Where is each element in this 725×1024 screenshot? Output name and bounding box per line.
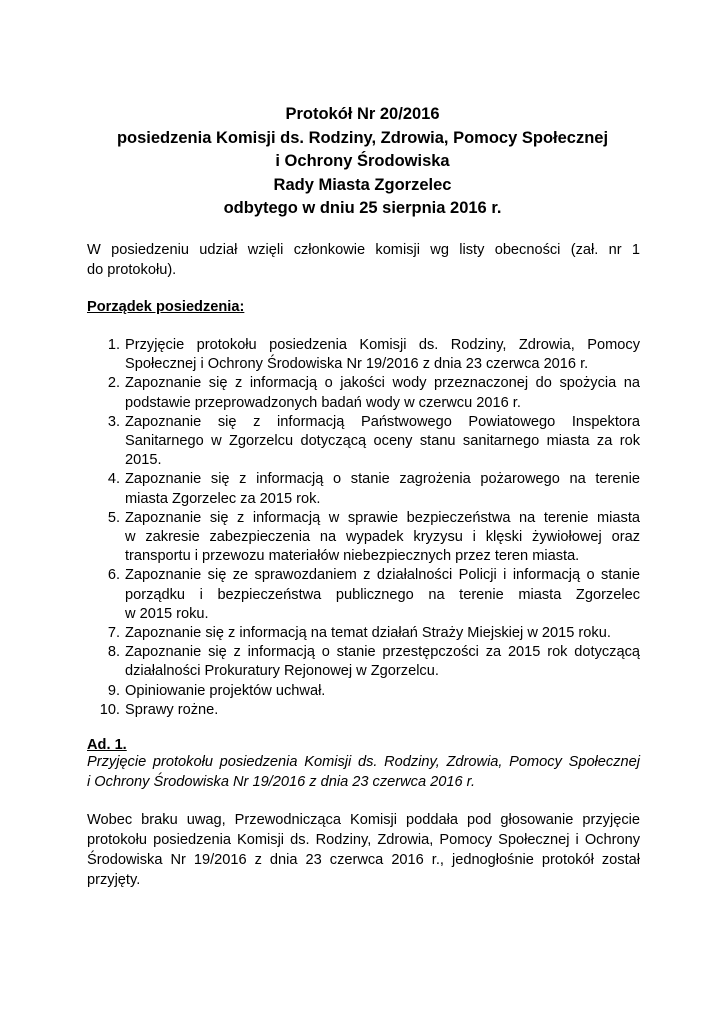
agenda-item-line: podstawie przeprowadzonych badań wody w czerwcu 2016 r. <box>125 394 521 411</box>
title-line: odbytego w dniu 25 sierpnia 2016 r. <box>223 199 502 217</box>
agenda-item-line: Zapoznanie się z informacją o jakości wody przeznaczonej do spożycia na <box>125 375 640 392</box>
agenda-item-line: Sprawy rożne. <box>125 701 219 718</box>
agenda-item-line: Zapoznanie się z informacją o stanie zagrożenia pożarowego na terenie <box>125 471 640 488</box>
agenda-item-line: w 2015 roku. <box>125 605 209 622</box>
agenda-item-number: 6. <box>107 567 120 584</box>
ad1-body-line: protokołu posiedzenia Komisji ds. Rodziny, Zdrowia, Pomocy Społecznej i Ochrony <box>87 832 640 848</box>
agenda-item-number: 4. <box>107 471 120 488</box>
intro-line: do protokołu). <box>87 262 177 278</box>
ad1-body <box>87 810 640 890</box>
title-line: i Ochrony Środowiska <box>275 152 450 170</box>
intro-line: W posiedzeniu udział wzięli członkowie komisji wg listy obecności (zał. nr 1 <box>87 242 640 258</box>
agenda-item-line: Sanitarnego w Zgorzelcu dotyczącą oceny stanu sanitarnego miasta za rok <box>125 433 640 450</box>
agenda-item-line: Opiniowanie projektów uchwał. <box>125 682 326 699</box>
agenda-item-number: 7. <box>107 625 120 642</box>
agenda-item <box>87 336 640 374</box>
ad1-body-line: Wobec braku uwag, Przewodnicząca Komisji poddała pod głosowanie przyjęcie <box>87 812 640 828</box>
agenda-item <box>87 470 640 508</box>
agenda-item-line: działalności Prokuratury Rejonowej w Zgorzelcu. <box>125 663 439 680</box>
agenda-item-line: Przyjęcie protokołu posiedzenia Komisji ds. Rodziny, Zdrowia, Pomocy <box>125 337 640 353</box>
agenda-item-line: Społecznej i Ochrony Środowiska Nr 19/2016 z dnia 23 czerwca 2016 r. <box>125 356 589 373</box>
agenda-item-line: w zakresie zabezpieczenia na wypadek kryzysu i klęski żywiołowej oraz <box>125 529 640 546</box>
agenda-item <box>87 624 640 643</box>
agenda-item-line: Zapoznanie się z informacją Państwowego Powiatowego Inspektora <box>125 413 640 430</box>
agenda-item-line: miasta Zgorzelec za 2015 rok. <box>125 490 321 507</box>
agenda-item-number: 1. <box>107 337 120 353</box>
intro-paragraph <box>87 240 640 280</box>
ad1-subject-line: i Ochrony Środowiska Nr 19/2016 z dnia 23 czerwca 2016 r. <box>87 774 476 790</box>
agenda-list <box>87 336 640 720</box>
agenda-item-number: 8. <box>107 644 120 661</box>
agenda-item-number: 5. <box>107 509 120 526</box>
agenda-item-line: 2015. <box>125 452 162 469</box>
document-title <box>60 103 665 221</box>
agenda-item <box>87 413 640 471</box>
agenda-item <box>87 374 640 412</box>
ad1-heading: Ad. 1. <box>87 737 127 753</box>
agenda-item <box>87 566 640 624</box>
agenda-item-number: 3. <box>107 413 120 430</box>
ad1-subject <box>87 752 640 792</box>
agenda-item-line: Zapoznanie się ze sprawozdaniem z działalności Policji i informacją o stanie <box>125 567 640 584</box>
agenda-item <box>87 682 640 701</box>
title-line: posiedzenia Komisji ds. Rodziny, Zdrowia, Pomocy Społecznej <box>116 128 609 147</box>
ad1-body-line: Środowiska Nr 19/2016 z dnia 23 czerwca 2016 r., jednogłośnie protokół został <box>87 852 640 868</box>
agenda-item-line: Zapoznanie się z informacją o stanie przestępczości za 2015 rok dotyczącą <box>125 644 640 661</box>
agenda-item <box>87 643 640 681</box>
agenda-item-line: porządku i bezpieczeństwa publicznego na terenie miasta Zgorzelec <box>125 586 640 603</box>
agenda-item <box>87 701 640 720</box>
agenda-heading: Porządek posiedzenia: <box>87 299 245 315</box>
agenda-item-number: 10. <box>99 701 120 718</box>
agenda-item <box>87 509 640 567</box>
ad1-body-line: przyjęty. <box>87 872 141 888</box>
ad1-subject-line: Przyjęcie protokołu posiedzenia Komisji ds. Rodziny, Zdrowia, Pomocy Społecznej <box>87 754 640 770</box>
agenda-item-number: 2. <box>107 375 120 392</box>
title-line: Protokół Nr 20/2016 <box>285 105 440 123</box>
agenda-item-line: Zapoznanie się z informacją na temat działań Straży Miejskiej w 2015 roku. <box>125 625 611 642</box>
agenda-item-number: 9. <box>107 682 120 699</box>
agenda-item-line: transportu i przewozu materiałów niebezpiecznych przez teren miasta. <box>125 548 580 565</box>
title-line: Rady Miasta Zgorzelec <box>273 175 452 194</box>
agenda-item-line: Zapoznanie się z informacją w sprawie bezpieczeństwa na terenie miasta <box>125 509 640 526</box>
